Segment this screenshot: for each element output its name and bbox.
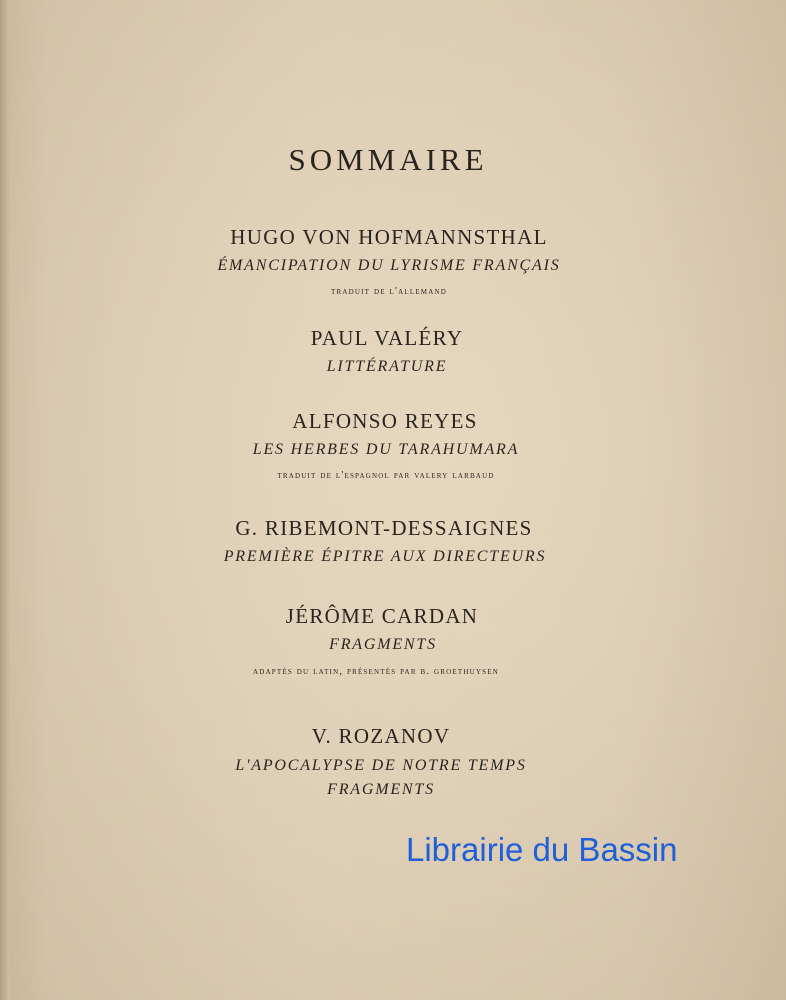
entry-work: LITTÉRATURE (326, 358, 448, 375)
watermark-text: Librairie du Bassin (406, 831, 678, 868)
entry-work: FRAGMENTS (329, 636, 437, 653)
entry-work: L'APOCALYPSE DE NOTRE TEMPS (235, 757, 527, 774)
entry-author: G. RIBEMONT-DESSAIGNES (235, 516, 533, 540)
entry-note: traduit de l'allemand (331, 286, 447, 297)
page-gutter (0, 0, 10, 1000)
page-title: SOMMAIRE (288, 142, 488, 177)
entry-work: PREMIÈRE ÉPITRE AUX DIRECTEURS (223, 548, 547, 565)
entry-work: FRAGMENTS (327, 781, 435, 798)
entry-author: V. ROZANOV (311, 724, 451, 748)
entry-note: adaptés du latin, présentés par b. groethuysen (253, 666, 499, 677)
entry-note: traduit de l'espagnol par valery larbaud (277, 470, 495, 481)
entry-author: ALFONSO REYES (292, 409, 478, 433)
entry-author: PAUL VALÉRY (310, 326, 464, 350)
entry-work: ÉMANCIPATION DU LYRISME FRANÇAIS (217, 257, 561, 274)
entry-author: HUGO VON HOFMANNSTHAL (230, 225, 548, 249)
entry-author: JÉRÔME CARDAN (285, 604, 479, 628)
entry-work: LES HERBES DU TARAHUMARA (252, 441, 520, 458)
